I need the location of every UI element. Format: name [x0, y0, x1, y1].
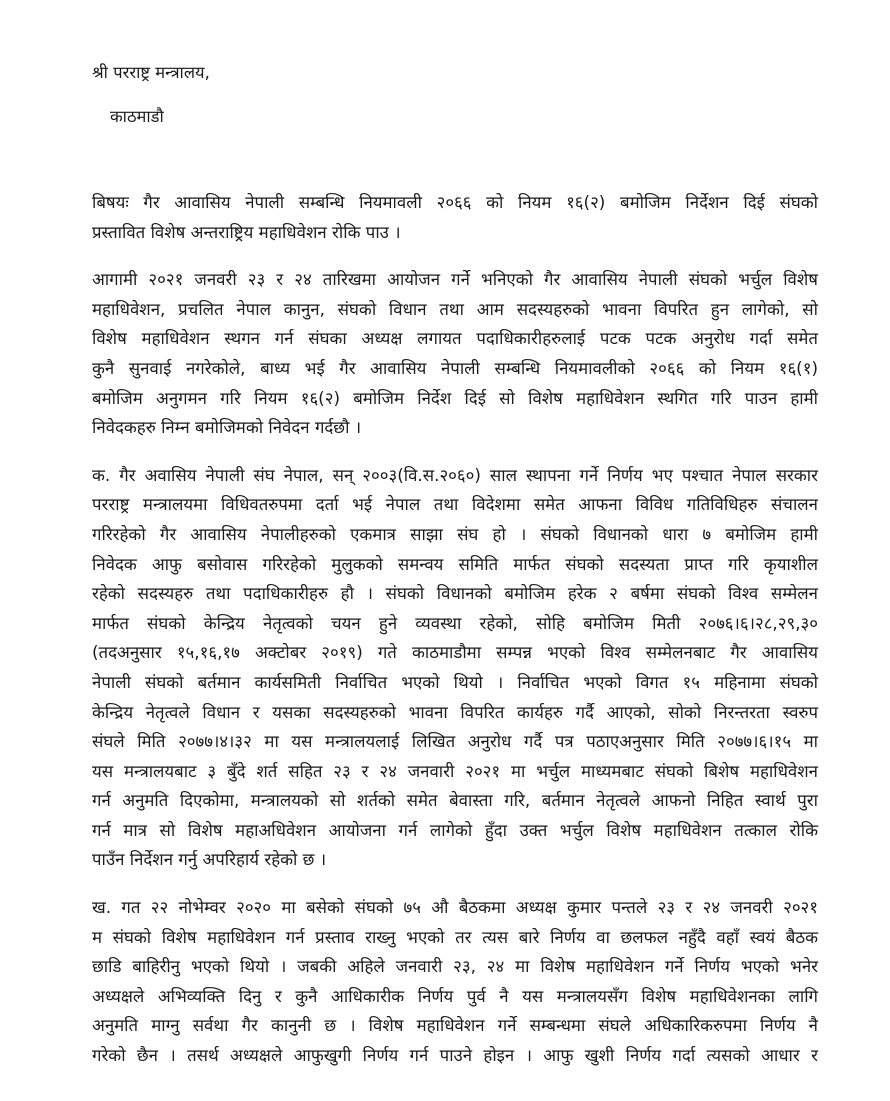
text-line: गर्न मात्र सो विशेष महाअधिवेशन आयोजना गर्न लागेको हुँदा उक्त भर्चुल विशेष महाधिवेशन तत्काल रोकि [92, 819, 818, 840]
intro-paragraph [92, 265, 818, 443]
text-line: अनुमति माग्नु सर्वथा गैर कानुनी छ । विशेष महाधिवेशन गर्ने सम्बन्धमा संघले अधिकारिकरुपमा निर्णय नै [92, 1015, 818, 1036]
text-line: केन्द्रिय नेतृत्वले विधान र यसका सदस्यहरुको भावना विपरित कार्यहरु गर्दै आएको, सोको निरन्तरता स्वरुप [92, 701, 818, 722]
text-line: रहेको सदस्यहरु तथा पदाधिकारीहरु हौ । संघको विधानको बमोजिम हरेक २ बर्षमा संघको विश्व सम्मेलन [92, 583, 818, 604]
recipient-line: श्री परराष्ट्र मन्त्रालय, [92, 63, 210, 82]
text-line: परराष्ट्र मन्त्रालयमा विधिवतरुपमा दर्ता भई नेपाल तथा विदेशमा समेत आफना विविध गतिविधिहरु संचालन [92, 494, 818, 515]
text-line: महाधिवेशन, प्रचलित नेपाल कानुन, संघको विधान तथा आम सदस्यहरुको भावना विपरित हुन लागेको, सो [92, 298, 818, 319]
text-line: बिषयः गैर आवासिय नेपाली सम्बन्धि नियमावली २०६६ को नियम १६(२) बमोजिम निर्देशन दिई संघको [92, 192, 818, 212]
text-line: ख. गत २२ नोभेम्वर २०२० मा बसेको संघको ७५ औ बैठकमा अध्यक्ष कुमार पन्तले २३ र २४ जनवरी २०२१ [92, 897, 818, 918]
text-line: छाडि बाहिरीनु भएको थियो । जबकी अहिले जनवारी २३, २४ मा विशेष महाधिवेशन गर्ने निर्णय भएको भनेर [92, 956, 818, 977]
text-line: निवेदक आफु बसोवास गरिरहेको मुलुकको समन्वय समिति मार्फत संघको सदस्यता प्राप्त गरि कृयाशील [92, 553, 818, 574]
section-ka-paragraph [92, 461, 818, 875]
text-line: नेपाली संघको बर्तमान कार्यसमिती निर्वाचित भएको थियो । निर्वाचित भएको विगत १५ महिनामा संघको [92, 671, 818, 692]
text-line: बमोजिम अनुगमन गरि नियम १६(२) बमोजिम निर्देश दिई सो विशेष महाधिवेशन स्थगित गरि पाउन हामी [92, 387, 818, 408]
text-line: गरेको छैन । तसर्थ अध्यक्षले आफुखुगी निर्णय गर्न पाउने होइन । आफु खुशी निर्णय गर्दा त्यसको आधार र [92, 1045, 818, 1066]
text-line: (तदअनुसार १५,१६,१७ अक्टोबर २०१९) गते काठमाडौमा सम्पन्न भएको विश्व सम्मेलनबाट गैर आवासिय [92, 642, 818, 663]
text-line: गरिरहेको गैर आवासिय नेपालीहरुको एकमात्र साझा संघ हो । संघको विधानको धारा ७ बमोजिम हामी [92, 523, 818, 544]
text-line: निवेदकहरु निम्न बमोजिमको निवेदन गर्दछौ । [92, 417, 362, 438]
text-line: मार्फत संघको केन्द्रिय नेतृत्वको चयन हुने व्यवस्था रहेको, सोहि बमोजिम मिती २०७६।६।२८,२९,३० [92, 612, 818, 633]
text-line: आगामी २०२१ जनवरी २३ र २४ तारिखमा आयोजन गर्ने भनिएको गैर आवासिय नेपाली संघको भर्चुल विशेष [92, 269, 818, 290]
text-line: प्रस्तावित विशेष अन्तराष्ट्रिय महाधिवेशन रोकि पाउ । [92, 221, 401, 242]
section-kha-paragraph [92, 893, 818, 1071]
text-line: विशेष महाधिवेशन स्थगन गर्न संघका अध्यक्ष लगायत पदाधिकारीहरुलाई पटक पटक अनुरोध गर्दा समेत [92, 328, 818, 349]
text-line: यस मन्त्रालयबाट ३ बुँदे शर्त सहित २३ र २४ जनवारी २०२१ मा भर्चुल माध्यमबाट संघको बिशेष महाधिवेशन [92, 760, 818, 781]
text-line: म संघको विशेष महाधिवेशन गर्न प्रस्ताव राख्नु भएको तर त्यस बारे निर्णय वा छलफल नहुँदै वहाँ स्वयं बैठक [92, 926, 818, 947]
recipient-city: काठमाडौ [110, 107, 164, 126]
subject-paragraph [92, 188, 818, 247]
text-line: गर्न अनुमति दिएकोमा, मन्त्रालयको सो शर्तको समेत बेवास्ता गरि, बर्तमान नेतृत्वले आफनो निहित स्वार्थ पुरा [92, 790, 818, 811]
text-line: संघले मिति २०७७।४।३२ मा यस मन्त्रालयलाई लिखित अनुरोध गर्दै पत्र पठाएअनुसार मिति २०७७।६।१५ मा [92, 731, 818, 752]
text-line: कुनै सुनवाई नगरेकोले, बाध्य भई गैर आवासिय नेपाली सम्बन्धि नियमावलीको २०६६ को नियम १६(१) [92, 357, 818, 378]
text-line: क. गैर अवासिय नेपाली संघ नेपाल, सन् २००३(वि.स.२०६०) साल स्थापना गर्ने निर्णय भए पश्चात नेपाल सरकार [92, 464, 818, 485]
text-line: अध्यक्षले अभिव्यक्ति दिनु र कुनै आधिकारीक निर्णय पुर्व नै यस मन्त्रालयसँग विशेष महाधिवेशनका लागि [92, 985, 818, 1006]
text-line: पाउँन निर्देशन गर्नु अपरिहार्य रहेको छ । [92, 849, 327, 870]
